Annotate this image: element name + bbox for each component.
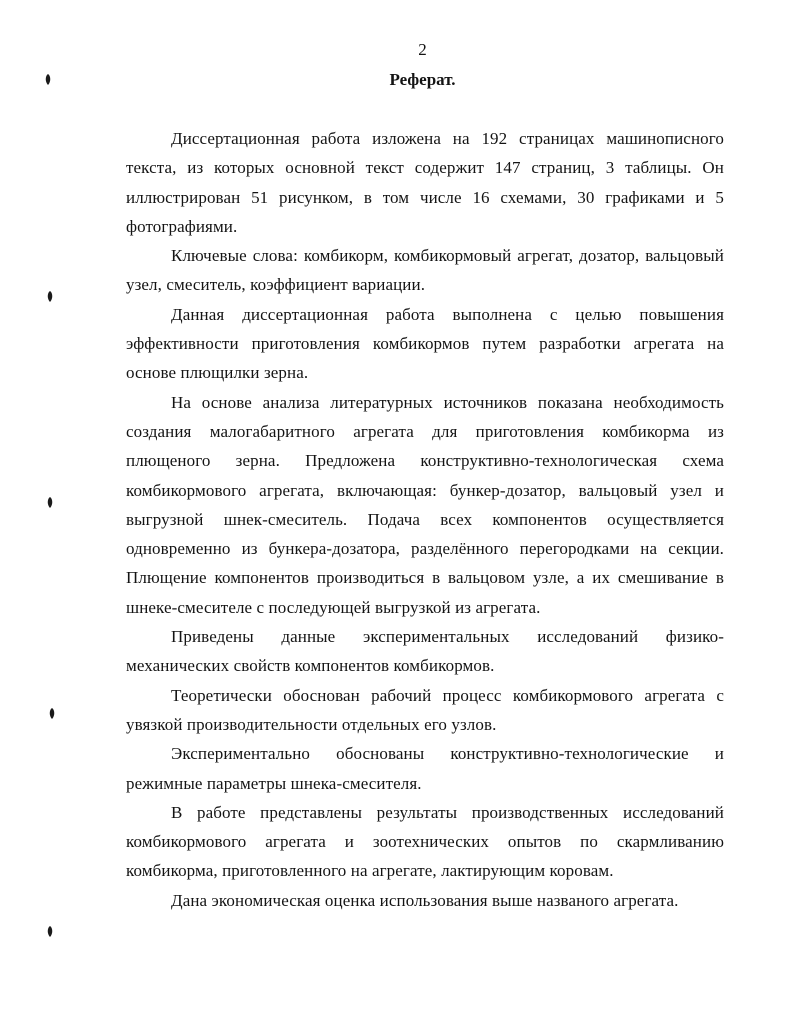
paragraph-economics: Дана экономическая оценка использования выше названого агрегата. — [171, 890, 679, 910]
abstract-body — [126, 124, 724, 915]
paragraph-experiments: Приведены данные экспериментальных исследований физико-механических свойств компонентов комбикормов. — [126, 627, 724, 676]
paragraph-keywords: Ключевые слова: комбикорм, комбикормовый агрегат, дозатор, вальцовый узел, смеситель, коэффициент вариации. — [126, 246, 724, 295]
binding-hole-mark — [48, 708, 56, 719]
paragraph-parameters: Экспериментально обоснованы конструктивно-технологические и режимные параметры шнека-смесителя. — [126, 744, 724, 793]
binding-hole-mark — [46, 291, 54, 302]
page-number: 2 — [418, 40, 427, 59]
paragraph-results: В работе представлены результаты производственных исследований комбикормового агрегата и зоотехнических опытов по скармливанию комбикорма, приготовленного на агрегате, лактирующим коровам. — [126, 802, 724, 881]
paragraph-theory: Теоретически обоснован рабочий процесс комбикормового агрегата с увязкой производительности отдельных его узлов. — [126, 685, 724, 734]
paragraph-goal: Данная диссертационная работа выполнена с целью повышения эффективности приготовления комбикормов путем разработки агрегата на основе плющилки зерна. — [126, 304, 724, 383]
page-title: Реферат. — [389, 70, 456, 89]
binding-hole-mark — [46, 926, 54, 937]
paragraph-volume: Диссертационная работа изложена на 192 страницах машинописного текста, из которых основной текст содержит 147 страниц, 3 таблицы. Он иллюстрирован 51 рисунком, в том числе 16 схемами, 30 графиками и 5 фотографиями. — [126, 129, 724, 236]
binding-hole-mark — [44, 74, 52, 85]
binding-hole-mark — [46, 497, 54, 508]
paragraph-scheme: На основе анализа литературных источников показана необходимость создания малогабаритного агрегата для приготовления комбикорма из плющеного зерна. Предложена конструктивно-технологическая схема комбикормового агрегата, включающая: бункер-дозатор, вальцовый узел и выгрузной шнек-смеситель. Подача всех компонентов осуществляется одновременно из бункера-дозатора, разделённого перегородками на секции. Плющение компонентов производиться в вальцовом узле, а их смешивание в шнеке-смесителе с последующей выгрузкой из агрегата. — [126, 392, 724, 617]
